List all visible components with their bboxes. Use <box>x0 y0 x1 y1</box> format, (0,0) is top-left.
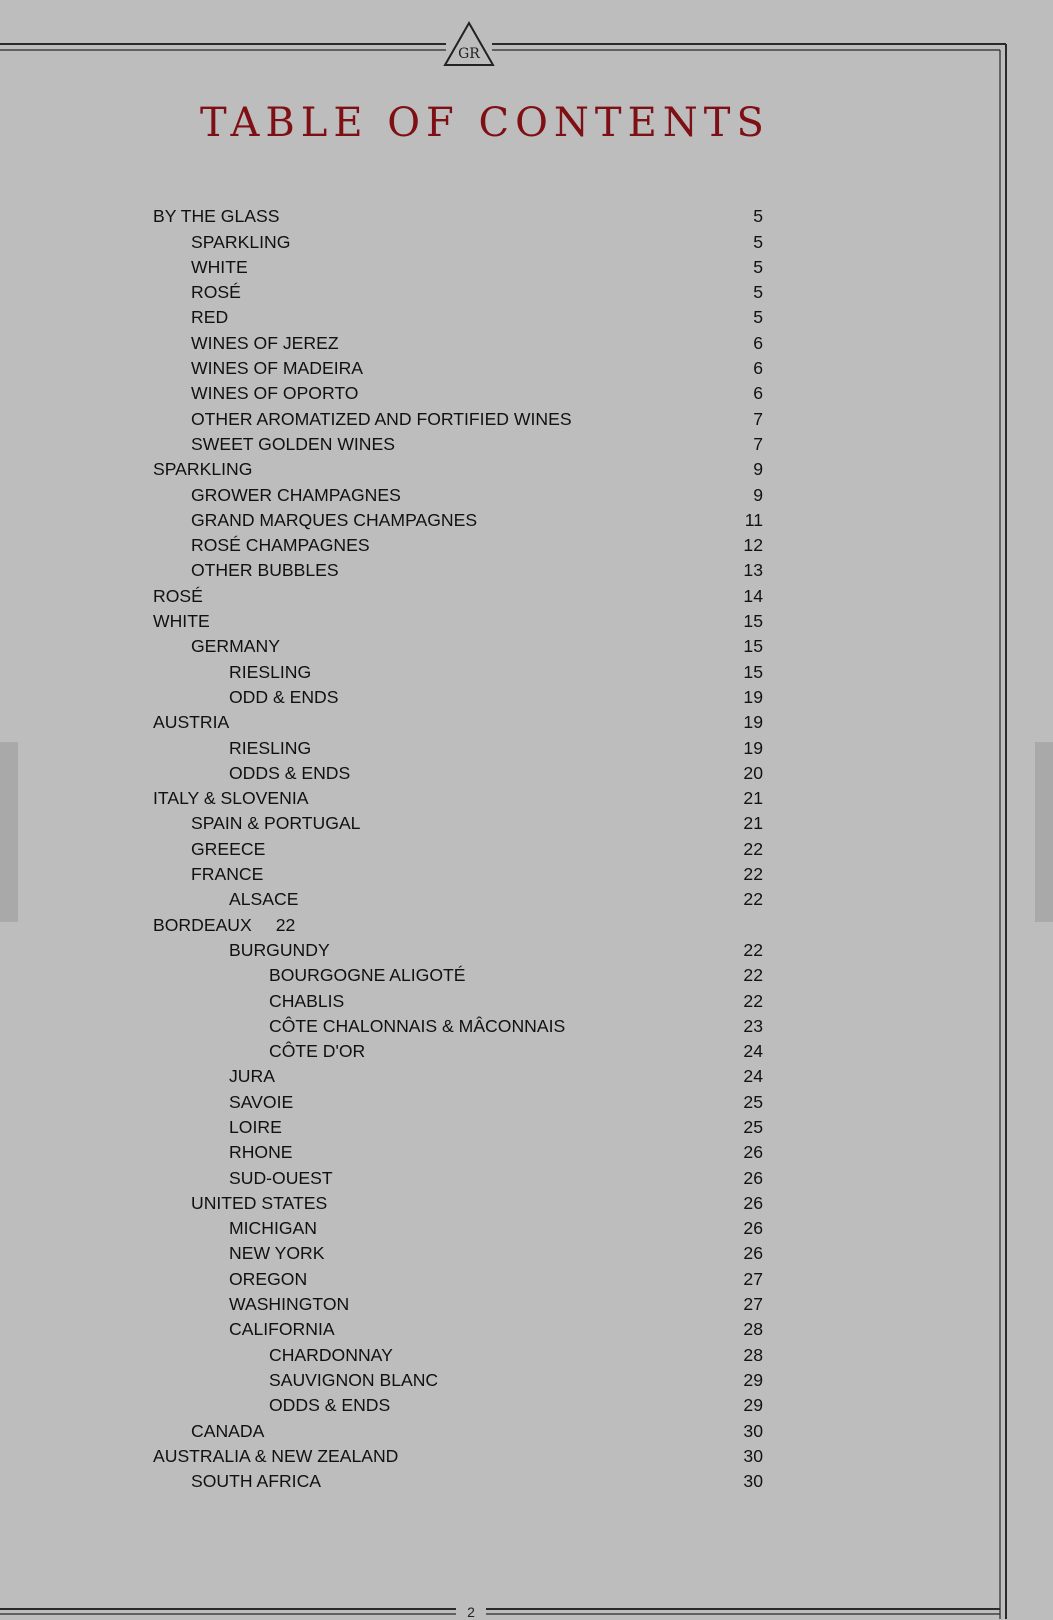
toc-entry-label: ODDS & ENDS <box>269 1395 391 1416</box>
toc-entry-page: 14 <box>743 585 763 606</box>
toc-entry-label: ITALY & SLOVENIA <box>153 788 309 809</box>
toc-entry-page: 6 <box>753 358 763 379</box>
gr-triangle-logo-icon <box>443 20 495 68</box>
toc-entry[interactable] <box>153 531 763 556</box>
dot-leader <box>207 589 742 603</box>
dot-leader <box>268 1424 741 1438</box>
dot-leader <box>283 209 751 223</box>
toc-entry-page: 27 <box>743 1268 763 1289</box>
dot-leader <box>269 842 741 856</box>
toc-entry-page: 25 <box>743 1116 763 1137</box>
toc-entry-label: ALSACE <box>229 889 299 910</box>
toc-entry-page: 5 <box>753 307 763 328</box>
left-edge-tab <box>0 742 18 922</box>
toc-entry-label: OREGON <box>229 1268 308 1289</box>
toc-entry-page: 26 <box>743 1142 763 1163</box>
toc-entry-label: SUD-OUEST <box>229 1167 333 1188</box>
toc-entry[interactable] <box>153 860 763 885</box>
toc-entry-page: 22 <box>743 939 763 960</box>
toc-entry-page: 23 <box>743 1015 763 1036</box>
toc-entry[interactable] <box>153 556 763 581</box>
toc-entry-label: BORDEAUX <box>153 914 252 935</box>
dot-leader <box>279 1069 741 1083</box>
dot-leader <box>397 1348 742 1362</box>
dot-leader <box>343 563 742 577</box>
toc-entry-label: OTHER BUBBLES <box>191 560 339 581</box>
toc-entry[interactable] <box>153 1315 763 1340</box>
toc-entry[interactable] <box>153 683 763 708</box>
toc-entry[interactable] <box>153 657 763 682</box>
dot-leader <box>470 968 742 982</box>
toc-entry[interactable] <box>153 1087 763 1112</box>
dot-leader <box>325 1474 741 1488</box>
toc-entry-page: 22 <box>743 965 763 986</box>
toc-entry-label: GERMANY <box>191 636 280 657</box>
dot-leader <box>405 488 751 502</box>
toc-entry-page: 15 <box>743 661 763 682</box>
toc-entry-label: RED <box>191 307 229 328</box>
dot-leader <box>399 437 751 451</box>
toc-entry-page: 13 <box>743 560 763 581</box>
dot-leader <box>481 513 743 527</box>
toc-entry-page: 24 <box>743 1041 763 1062</box>
toc-entry[interactable] <box>153 759 763 784</box>
toc-entry-label: CHARDONNAY <box>269 1344 393 1365</box>
toc-entry-label: CALIFORNIA <box>229 1319 335 1340</box>
toc-entry-page: 15 <box>743 636 763 657</box>
toc-entry-page: 30 <box>743 1445 763 1466</box>
toc-entry[interactable] <box>153 784 763 809</box>
dot-leader <box>569 1019 741 1033</box>
toc-entry-page: 27 <box>743 1294 763 1315</box>
dot-leader <box>297 1095 741 1109</box>
dot-leader <box>331 1196 741 1210</box>
toc-entry[interactable] <box>153 1214 763 1239</box>
toc-entry[interactable] <box>153 733 763 758</box>
toc-entry-label: ROSÉ <box>153 585 203 606</box>
toc-entry[interactable] <box>153 379 763 404</box>
toc-entry-page: 29 <box>743 1395 763 1416</box>
dot-leader <box>343 690 742 704</box>
dot-leader <box>284 639 741 653</box>
dot-leader <box>294 235 751 249</box>
toc-entry-label: CHABLIS <box>269 990 345 1011</box>
toc-entry[interactable] <box>153 1391 763 1416</box>
toc-entry[interactable] <box>153 581 763 606</box>
toc-entry-page: 5 <box>753 231 763 252</box>
toc-entry-label: UNITED STATES <box>191 1192 328 1213</box>
toc-entry-label: OTHER AROMATIZED AND FORTIFIED WINES <box>191 408 572 429</box>
dot-leader <box>353 1297 741 1311</box>
toc-entry[interactable] <box>153 1239 763 1264</box>
toc-entry-label: BURGUNDY <box>229 939 330 960</box>
toc-entry-label: GRAND MARQUES CHAMPAGNES <box>191 509 478 530</box>
dot-leader <box>297 1145 742 1159</box>
toc-entry-label: ODD & ENDS <box>229 686 339 707</box>
toc-entry-page: 26 <box>743 1167 763 1188</box>
dot-leader <box>339 1322 742 1336</box>
toc-entry-page: 6 <box>753 383 763 404</box>
toc-entry[interactable] <box>153 1163 763 1188</box>
dot-leader <box>328 1246 741 1260</box>
toc-entry[interactable] <box>153 1290 763 1315</box>
dot-leader <box>362 386 751 400</box>
toc-entry-label: WASHINGTON <box>229 1294 350 1315</box>
toc-entry[interactable] <box>153 1012 763 1037</box>
dot-leader <box>245 285 751 299</box>
toc-entry-label: SAUVIGNON BLANC <box>269 1369 439 1390</box>
toc-entry[interactable] <box>153 227 763 252</box>
dot-leader <box>232 310 751 324</box>
dot-leader <box>343 336 752 350</box>
toc-entry[interactable] <box>153 885 763 910</box>
toc-entry-page: 6 <box>753 332 763 353</box>
toc-entry-page: 26 <box>743 1218 763 1239</box>
toc-entry-label: SOUTH AFRICA <box>191 1471 322 1492</box>
toc-entry[interactable] <box>153 278 763 303</box>
toc-entry-label: BOURGOGNE ALIGOTÉ <box>269 965 466 986</box>
dot-leader <box>312 791 741 805</box>
dot-leader <box>286 1120 742 1134</box>
toc-entry-page: 30 <box>743 1471 763 1492</box>
dot-leader <box>214 614 742 628</box>
toc-entry-page: 7 <box>753 433 763 454</box>
toc-entry-page: 22 <box>743 889 763 910</box>
toc-entry-page: 24 <box>743 1066 763 1087</box>
dot-leader <box>576 412 752 426</box>
toc-entry[interactable] <box>153 834 763 859</box>
toc-entry[interactable] <box>153 1189 763 1214</box>
toc-entry-label: WHITE <box>153 611 210 632</box>
toc-entry[interactable] <box>153 354 763 379</box>
toc-entry[interactable] <box>153 202 763 227</box>
toc-entry[interactable] <box>153 1062 763 1087</box>
toc-entry[interactable] <box>153 328 763 353</box>
dot-leader <box>402 1449 741 1463</box>
toc-entry[interactable] <box>153 1416 763 1441</box>
dot-leader <box>337 1171 742 1185</box>
dot-leader <box>442 1373 741 1387</box>
toc-entry-page: 28 <box>743 1319 763 1340</box>
toc-entry[interactable] <box>153 986 763 1011</box>
toc-entry-page: 19 <box>743 737 763 758</box>
dot-leader <box>252 260 752 274</box>
toc-entry-label: NEW YORK <box>229 1243 325 1264</box>
toc-entry[interactable] <box>153 1138 763 1163</box>
toc-list <box>153 202 763 1492</box>
dot-leader <box>267 867 741 881</box>
toc-entry-page: 21 <box>743 788 763 809</box>
dot-leader <box>315 741 741 755</box>
dot-leader <box>367 361 751 375</box>
toc-entry[interactable] <box>153 961 763 986</box>
dot-leader <box>374 538 742 552</box>
toc-entry[interactable] <box>153 506 763 531</box>
toc-entry[interactable] <box>153 708 763 733</box>
toc-entry-label: WINES OF MADEIRA <box>191 358 364 379</box>
page-title: TABLE OF CONTENTS <box>200 100 770 146</box>
toc-entry-page: 29 <box>743 1369 763 1390</box>
toc-entry[interactable] <box>153 430 763 455</box>
dot-leader <box>233 715 741 729</box>
toc-entry-page: 5 <box>753 256 763 277</box>
toc-entry-page: 12 <box>743 535 763 556</box>
dot-leader <box>394 1398 741 1412</box>
toc-entry[interactable] <box>153 632 763 657</box>
toc-entry-page: 7 <box>753 408 763 429</box>
toc-entry-page: 15 <box>743 611 763 632</box>
toc-entry-page: 30 <box>743 1420 763 1441</box>
page-number: 2 <box>467 1604 475 1620</box>
toc-entry-label: WINES OF JEREZ <box>191 332 339 353</box>
toc-entry-label: RIESLING <box>229 737 312 758</box>
toc-entry-label: LOIRE <box>229 1116 282 1137</box>
toc-entry-page: 5 <box>753 282 763 303</box>
toc-entry-page: 22 <box>743 990 763 1011</box>
toc-entry-label: RHONE <box>229 1142 293 1163</box>
toc-entry[interactable] <box>153 809 763 834</box>
dot-leader <box>256 462 751 476</box>
toc-entry[interactable] <box>153 1340 763 1365</box>
toc-entry-page: 26 <box>743 1192 763 1213</box>
dot-leader <box>348 994 741 1008</box>
toc-entry-page: 25 <box>743 1091 763 1112</box>
dot-leader <box>302 892 741 906</box>
dot-leader <box>334 943 742 957</box>
toc-entry[interactable] <box>153 1467 763 1492</box>
toc-entry-page: 11 <box>744 509 763 530</box>
toc-entry-label: ODDS & ENDS <box>229 762 351 783</box>
dot-leader <box>354 766 741 780</box>
toc-entry[interactable] <box>153 607 763 632</box>
toc-entry-label: CÔTE D'OR <box>269 1041 366 1062</box>
right-edge-tab <box>1035 742 1053 922</box>
toc-entry[interactable] <box>153 1113 763 1138</box>
toc-entry[interactable] <box>153 936 763 961</box>
toc-entry-page: 9 <box>753 459 763 480</box>
toc-entry-label: SPAIN & PORTUGAL <box>191 813 361 834</box>
toc-entry-label: WHITE <box>191 256 248 277</box>
toc-entry-label: FRANCE <box>191 864 264 885</box>
toc-entry-page: 20 <box>743 762 763 783</box>
toc-entry-page: 19 <box>743 686 763 707</box>
toc-entry-page: 28 <box>743 1344 763 1365</box>
toc-entry-label: SAVOIE <box>229 1091 294 1112</box>
toc-entry[interactable] <box>153 1366 763 1391</box>
toc-entry-page: 5 <box>753 206 763 227</box>
dot-leader <box>315 665 741 679</box>
toc-entry-label: JURA <box>229 1066 275 1087</box>
toc-entry-label: MICHIGAN <box>229 1218 317 1239</box>
toc-entry-page: 22 <box>743 838 763 859</box>
toc-entry-label: SPARKLING <box>191 231 291 252</box>
toc-entry-label: RIESLING <box>229 661 312 682</box>
toc-entry-label: GROWER CHAMPAGNES <box>191 484 401 505</box>
toc-entry-label: AUSTRIA <box>153 712 230 733</box>
toc-entry-page: 9 <box>753 484 763 505</box>
toc-entry-label: CÔTE CHALONNAIS & MÂCONNAIS <box>269 1015 566 1036</box>
toc-entry[interactable] <box>153 253 763 278</box>
dot-leader <box>311 1272 741 1286</box>
toc-entry-label: WINES OF OPORTO <box>191 383 359 404</box>
toc-entry-page: 19 <box>743 712 763 733</box>
svg-text:GR: GR <box>458 46 480 62</box>
toc-entry[interactable] <box>153 910 763 935</box>
toc-entry[interactable] <box>153 404 763 429</box>
toc-entry-label: ROSÉ CHAMPAGNES <box>191 535 370 556</box>
toc-entry[interactable] <box>153 1442 763 1467</box>
toc-entry[interactable] <box>153 480 763 505</box>
toc-entry-page: 26 <box>743 1243 763 1264</box>
toc-entry-label: ROSÉ <box>191 282 241 303</box>
toc-entry[interactable] <box>153 1037 763 1062</box>
toc-entry-page: 22 <box>275 914 296 935</box>
toc-entry-label: SPARKLING <box>153 459 253 480</box>
toc-entry-label: AUSTRALIA & NEW ZEALAND <box>153 1445 399 1466</box>
toc-entry[interactable] <box>153 455 763 480</box>
dot-leader <box>364 816 741 830</box>
toc-entry[interactable] <box>153 303 763 328</box>
toc-entry-label: GREECE <box>191 838 266 859</box>
toc-entry-page: 21 <box>743 813 763 834</box>
toc-entry[interactable] <box>153 1264 763 1289</box>
dot-leader <box>321 1221 741 1235</box>
toc-entry-page: 22 <box>743 864 763 885</box>
toc-entry-label: SWEET GOLDEN WINES <box>191 433 395 454</box>
toc-entry-label: BY THE GLASS <box>153 206 280 227</box>
dot-leader <box>369 1044 741 1058</box>
toc-entry-label: CANADA <box>191 1420 265 1441</box>
